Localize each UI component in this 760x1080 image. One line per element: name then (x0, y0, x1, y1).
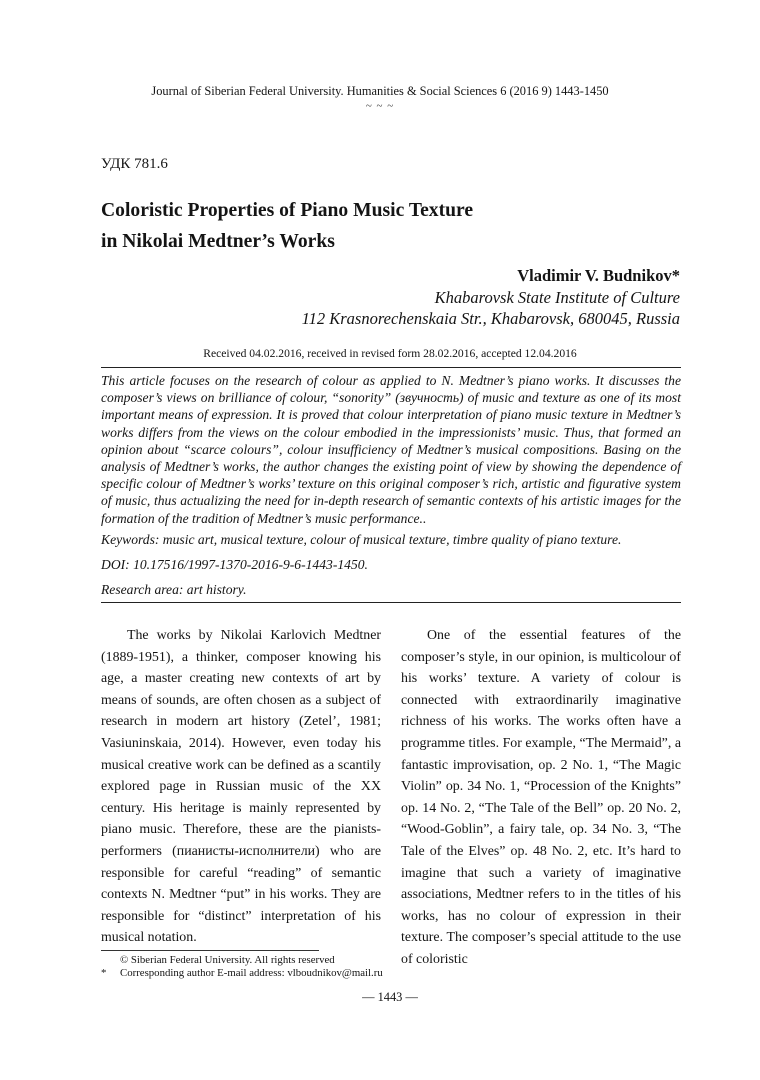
udk-code: УДК 781.6 (101, 156, 168, 172)
body-paragraph: One of the essential features of the composer’s style, in our opinion, is multicolour of his works’ texture. A variety of colour is connected with extraordinarily imaginative richness of his works. The works often have a programme titles. For example, “The Mermaid”, a fantastic improvisation, op. 2 No. 1, “The Magic Violin” op. 34 No. 1, “Procession of the Knights” op. 14 No. 2, “The Tale of the Bell” op. 20 No. 2, “Wood-Goblin”, a fairy tale, op. 34 No. 3, “The Tale of the Elves” op. 48 No. 2, etc. It’s hard to imagine that such a variety of imaginative associations, Medtner refers to in the titles of his works, has no colour of expression in their texture. The composer’s special attitude to the use of coloristic (401, 628, 681, 967)
author-institution: Khabarovsk State Institute of Culture (434, 288, 680, 307)
title-line-2: in Nikolai Medtner’s Works (101, 231, 335, 252)
doi: DOI: 10.17516/1997-1370-2016-9-6-1443-1450. (101, 557, 368, 572)
journal-header: Journal of Siberian Federal University. Humanities & Social Sciences 6 (2016 9) 1443-1450 (151, 84, 609, 98)
footnote-corresponding (101, 967, 383, 979)
footnote-copyright: © Siberian Federal University. All rights reserved (120, 954, 335, 966)
abstract: This article focuses on the research of colour as applied to N. Medtner’s piano works. It discusses the composer’s views on brilliance of colour, “sonority” (звучность) of music and texture as one of its most important means of expression. It is proved that colour interpretation of piano music texture in Medtner’s works differs from the views on the colour embodied in the impressionists’ music. Thus, that formed an opinion about “scarce colours”, colour insufficiency of Medtner’s musical compositions. Basing on the analysis of Medtner’s works, the author changes the existing point of view by showing the dependence of specific colour of Medtner’s works’ texture on this original composer’s rich, artistic and figurative system of music, thus actualizing the need for in-depth research of semantic contexts of his artistic images for the formation of the tradition of Medtner’s music performance.. (101, 373, 681, 526)
research-area: Research area: art history. (101, 582, 247, 597)
received-dates: Received 04.02.2016, received in revised form 28.02.2016, accepted 12.04.2016 (203, 347, 577, 360)
body-column-right (401, 625, 681, 971)
keywords: Keywords: music art, musical texture, colour of musical texture, timbre quality of piano texture. (101, 532, 622, 547)
footnote-star: * (101, 967, 107, 979)
abstract-bottom-rule (101, 602, 681, 603)
article-title (101, 195, 661, 257)
body-column-left (101, 625, 381, 949)
footnote-rule (101, 950, 319, 951)
footnote-email: Corresponding author E-mail address: vlboudnikov@mail.ru (120, 967, 383, 979)
title-line-1: Coloristic Properties of Piano Music Texture (101, 200, 474, 221)
body-paragraph: The works by Nikolai Karlovich Medtner (1889-1951), a thinker, composer knowing his age, a master creating new contexts of art by means of sounds, are often chosen as a subject of research in modern art history (Zetel’, 1981; Vasiuninskaia, 2014). However, even today his musical creative work can be defined as a scantily explored page in Russian music of the XX century. His heritage is mainly represented by piano music. Therefore, these are the pianists-performers (пианисты-исполнители) who are responsible for careful “reading” of semantic contexts N. Medtner “put” in his works. They are responsible for “distinct” interpretation of his musical notation. (101, 628, 381, 946)
header-ornament: ~ ~ ~ (365, 100, 395, 112)
abstract-top-rule (101, 367, 681, 368)
author-address: 112 Krasnorechenskaia Str., Khabarovsk, 680045, Russia (301, 309, 680, 328)
author-name: Vladimir V. Budnikov* (517, 266, 680, 285)
page-number: — 1443 — (362, 990, 418, 1004)
